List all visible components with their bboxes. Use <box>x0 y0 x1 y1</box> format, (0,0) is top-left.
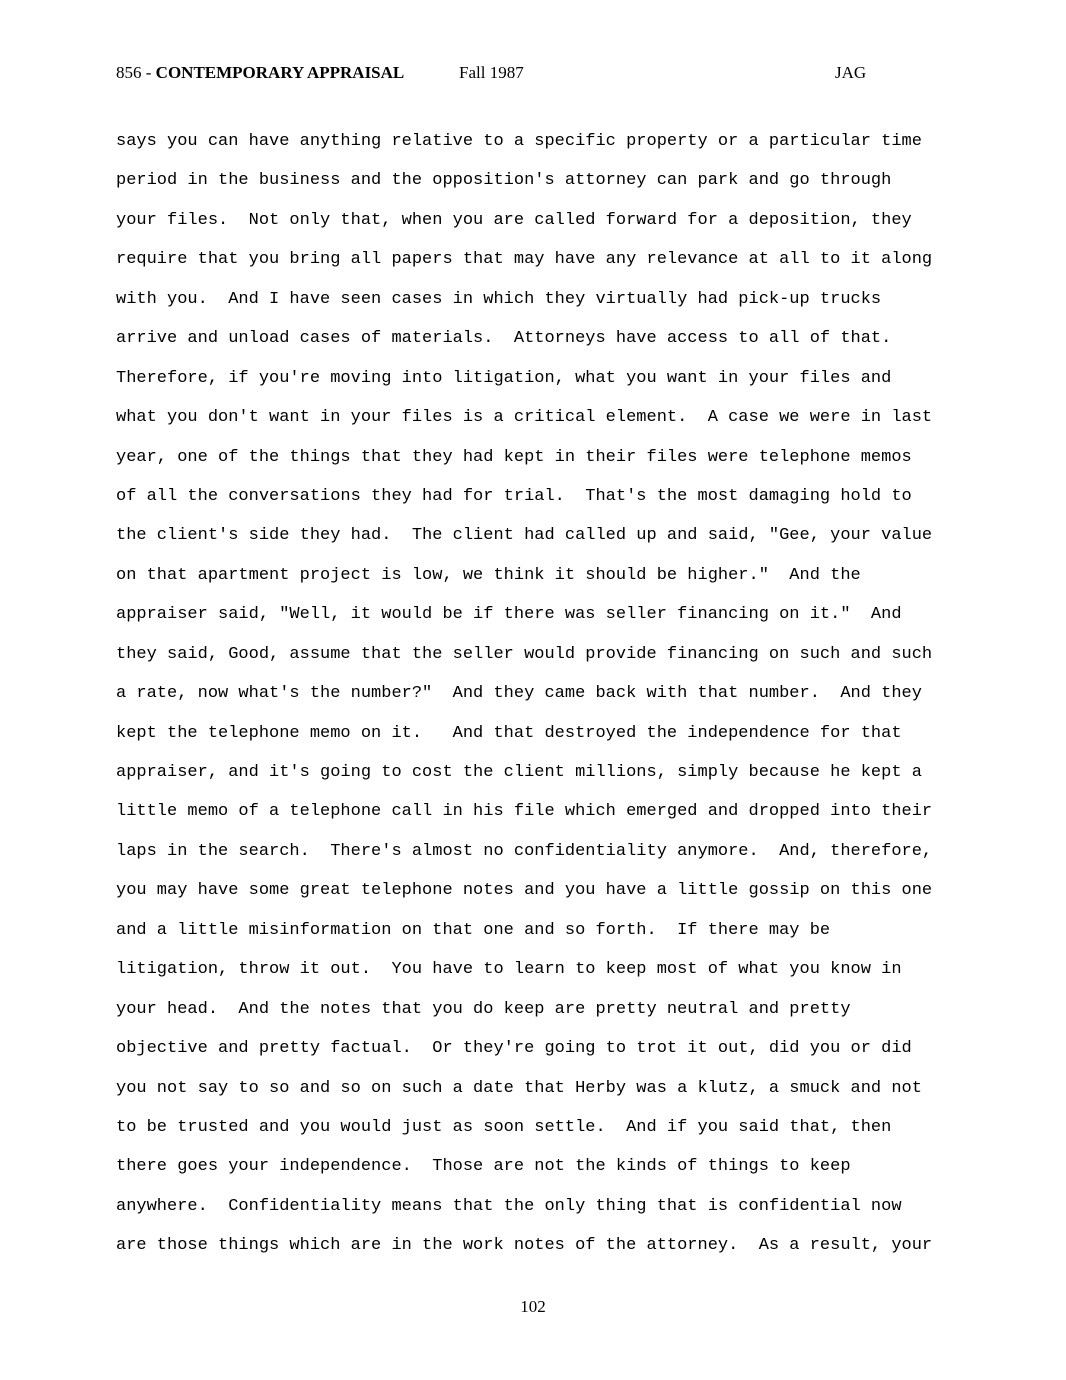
transcript-line: period in the business and the opposition's attorney can park and go through <box>116 171 892 191</box>
transcript-line: with you. And I have seen cases in which they virtually had pick-up trucks <box>116 289 882 309</box>
transcript-line: laps in the search. There's almost no confidentiality anymore. And, therefore, <box>116 841 933 861</box>
transcript-line: of all the conversations they had for trial. That's the most damaging hold to <box>116 486 912 506</box>
transcript-line: what you don't want in your files is a critical element. A case we were in last <box>116 408 933 428</box>
header-initials: JAG <box>835 63 867 82</box>
transcript-line: Therefore, if you're moving into litigation, what you want in your files and <box>116 368 892 388</box>
transcript-line: objective and pretty factual. Or they're going to trot it out, did you or did <box>116 1039 912 1059</box>
transcript-line: anywhere. Confidentiality means that the only thing that is confidential now <box>116 1196 902 1216</box>
transcript-line: arrive and unload cases of materials. Attorneys have access to all of that. <box>116 329 892 349</box>
transcript-line: to be trusted and you would just as soon settle. And if you said that, then <box>116 1117 892 1137</box>
transcript-line: and a little misinformation on that one and so forth. If there may be <box>116 920 831 940</box>
transcript-line: appraiser said, "Well, it would be if there was seller financing on it." And <box>116 605 902 625</box>
transcript-line: there goes your independence. Those are not the kinds of things to keep <box>116 1157 851 1177</box>
transcript-line: your files. Not only that, when you are called forward for a deposition, they <box>116 210 912 230</box>
transcript-line: the client's side they had. The client had called up and said, "Gee, your value <box>116 526 933 546</box>
transcript-line: year, one of the things that they had kept in their files were telephone memos <box>116 447 912 467</box>
transcript-line: they said, Good, assume that the seller would provide financing on such and such <box>116 644 933 664</box>
page-number: 102 <box>520 1297 546 1316</box>
transcript-line: on that apartment project is low, we think it should be higher." And the <box>116 565 861 585</box>
transcript-line: appraiser, and it's going to cost the client millions, simply because he kept a <box>116 763 922 782</box>
course-number: 856 - <box>116 63 156 82</box>
transcript-line: a rate, now what's the number?" And they came back with that number. And they <box>116 684 922 704</box>
header-course <box>116 62 404 84</box>
page-header <box>116 62 876 86</box>
course-name: CONTEMPORARY APPRAISAL <box>155 63 405 82</box>
header-term: Fall 1987 <box>459 63 524 82</box>
transcript-line: your head. And the notes that you do keep are pretty neutral and pretty <box>116 999 851 1019</box>
transcript-body <box>116 122 956 1266</box>
transcript-line: you not say to so and so on such a date that Herby was a klutz, a smuck and not <box>116 1078 922 1098</box>
transcript-line: require that you bring all papers that may have any relevance at all to it along <box>116 250 933 270</box>
transcript-line: little memo of a telephone call in his file which emerged and dropped into their <box>116 802 933 822</box>
transcript-line: you may have some great telephone notes and you have a little gossip on this one <box>116 881 933 901</box>
transcript-line: kept the telephone memo on it. And that destroyed the independence for that <box>116 723 902 743</box>
transcript-line: are those things which are in the work notes of the attorney. As a result, your <box>116 1236 933 1256</box>
transcript-line: litigation, throw it out. You have to learn to keep most of what you know in <box>116 960 902 980</box>
transcript-line: says you can have anything relative to a specific property or a particular time <box>116 132 922 151</box>
